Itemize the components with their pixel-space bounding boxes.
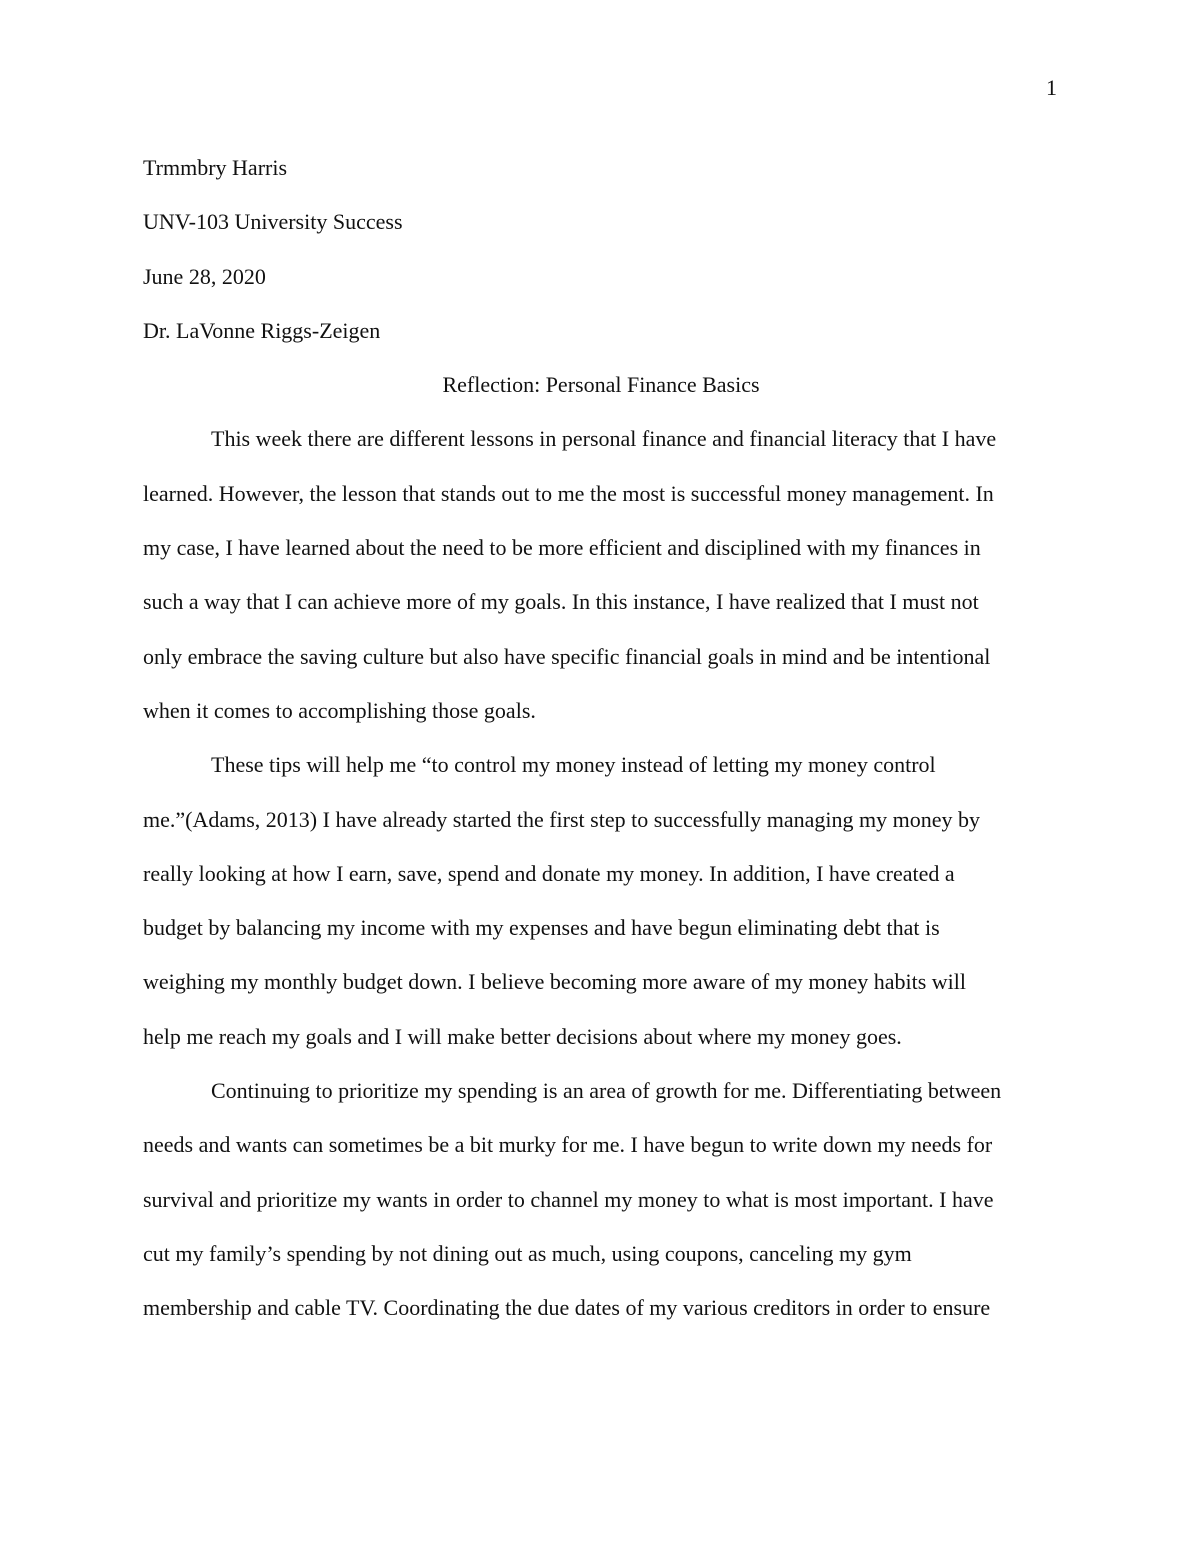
paragraph-line: me.”(Adams, 2013) I have already started the first step to successfully managing my money by	[143, 806, 980, 832]
paragraph-line: cut my family’s spending by not dining out as much, using coupons, canceling my gym	[143, 1240, 912, 1266]
instructor-name: Dr. LaVonne Riggs-Zeigen	[143, 317, 381, 343]
paragraph-1	[143, 412, 1059, 738]
page-number: 1	[1046, 75, 1057, 100]
paragraph-line: These tips will help me “to control my money instead of letting my money control	[211, 752, 936, 778]
paragraph-line: when it comes to accomplishing those goals.	[143, 697, 536, 723]
document-title: Reflection: Personal Finance Basics	[442, 372, 760, 398]
paragraph-line: such a way that I can achieve more of my goals. In this instance, I have realized that I must not	[143, 589, 979, 615]
paragraph-2	[143, 738, 1059, 1064]
author-name: Trmmbry Harris	[143, 155, 288, 180]
paragraph-line: budget by balancing my income with my expenses and have begun eliminating debt that is	[143, 915, 940, 941]
paragraph-line: help me reach my goals and I will make better decisions about where my money goes.	[143, 1023, 902, 1049]
document-date: June 28, 2020	[143, 263, 266, 289]
document-body	[143, 141, 1059, 1336]
paragraph-line: learned. However, the lesson that stands out to me the most is successful money management. In	[143, 480, 994, 506]
paragraph-line: Continuing to prioritize my spending is an area of growth for me. Differentiating between	[211, 1078, 1002, 1104]
paragraph-line: my case, I have learned about the need to be more efficient and disciplined with my finances in	[143, 535, 981, 561]
paragraph-line: only embrace the saving culture but also have specific financial goals in mind and be intentional	[143, 643, 991, 669]
paragraph-3	[143, 1064, 1059, 1335]
paragraph-line: weighing my monthly budget down. I believe becoming more aware of my money habits will	[143, 969, 966, 995]
paragraph-line: This week there are different lessons in personal finance and financial literacy that I have	[211, 426, 997, 452]
paragraph-line: really looking at how I earn, save, spend and donate my money. In addition, I have created a	[143, 860, 955, 886]
course-name: UNV-103 University Success	[143, 209, 403, 235]
paragraph-line: membership and cable TV. Coordinating the due dates of my various creditors in order to ensure	[143, 1295, 991, 1321]
paragraph-line: survival and prioritize my wants in order to channel my money to what is most important. I have	[143, 1186, 994, 1212]
paragraph-line: needs and wants can sometimes be a bit murky for me. I have begun to write down my needs for	[143, 1132, 993, 1158]
